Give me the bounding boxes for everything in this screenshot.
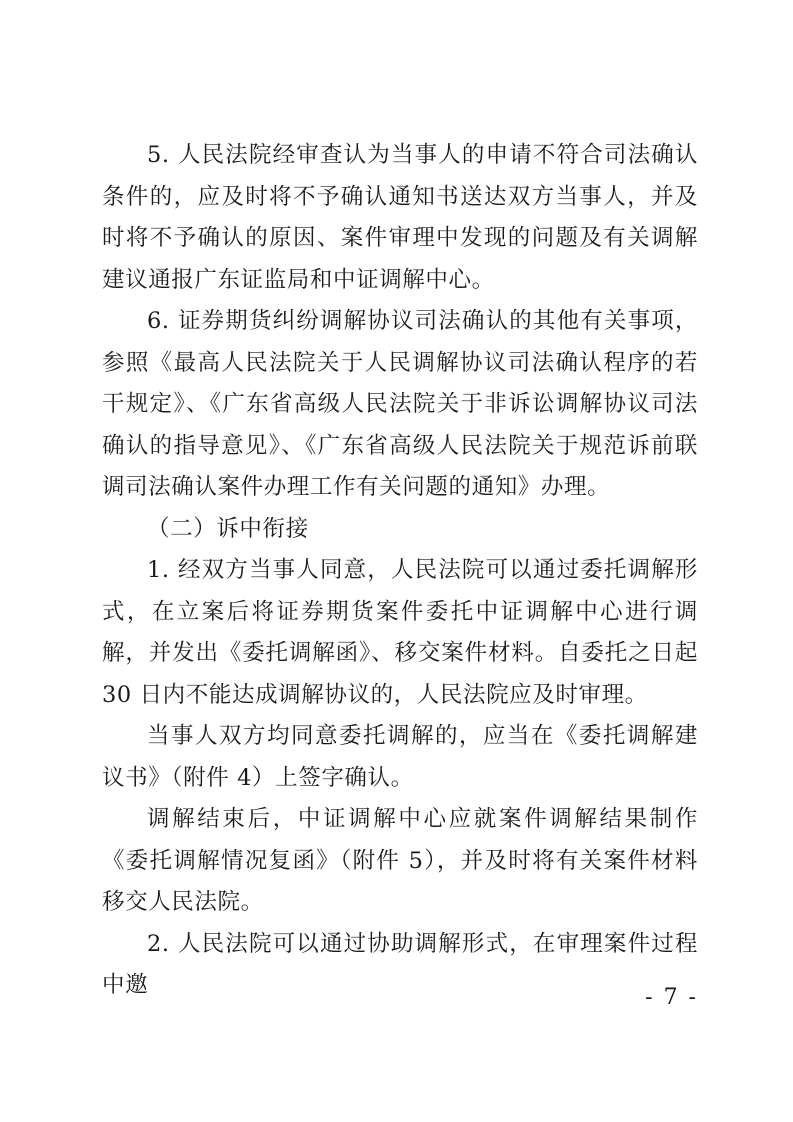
paragraph-item-2: 2. 人民法院可以通过协助调解形式，在审理案件过程中邀: [102, 930, 698, 998]
page-number: - 7 -: [645, 985, 698, 1010]
paragraph-entrust-confirmation: 当事人双方均同意委托调解的，应当在《委托调解建议书》（附件 4）上签字确认。: [102, 723, 698, 791]
paragraph-item-5: 5. 人民法院经审查认为当事人的申请不符合司法确认条件的，应及时将不予确认通知书送达双方当事人，并及时将不予确认的原因、案件审理中发现的问题及有关调解建议通报广东证监局和中证调解中心。: [102, 142, 698, 293]
document-body: [102, 135, 698, 1007]
paragraph-item-1: 1. 经双方当事人同意，人民法院可以通过委托调解形式，在立案后将证券期货案件委托中证调解中心进行调解，并发出《委托调解函》、移交案件材料。自委托之日起 30 日内不能达成调解协议的，人民法院应及时审理。: [102, 557, 698, 708]
paragraph-mediation-result: 调解结束后，中证调解中心应就案件调解结果制作《委托调解情况复函》（附件 5），并及时将有关案件材料移交人民法院。: [102, 806, 698, 915]
paragraph-item-6: 6. 证券期货纠纷调解协议司法确认的其他有关事项，参照《最高人民法院关于人民调解协议司法确认程序的若干规定》、《广东省高级人民法院关于非诉讼调解协议司法确认的指导意见》、《广东省高级人民法院关于规范诉前联调司法确认案件办理工作有关问题的通知》办理。: [102, 308, 698, 500]
section-heading: （二）诉中衔接: [147, 515, 309, 542]
